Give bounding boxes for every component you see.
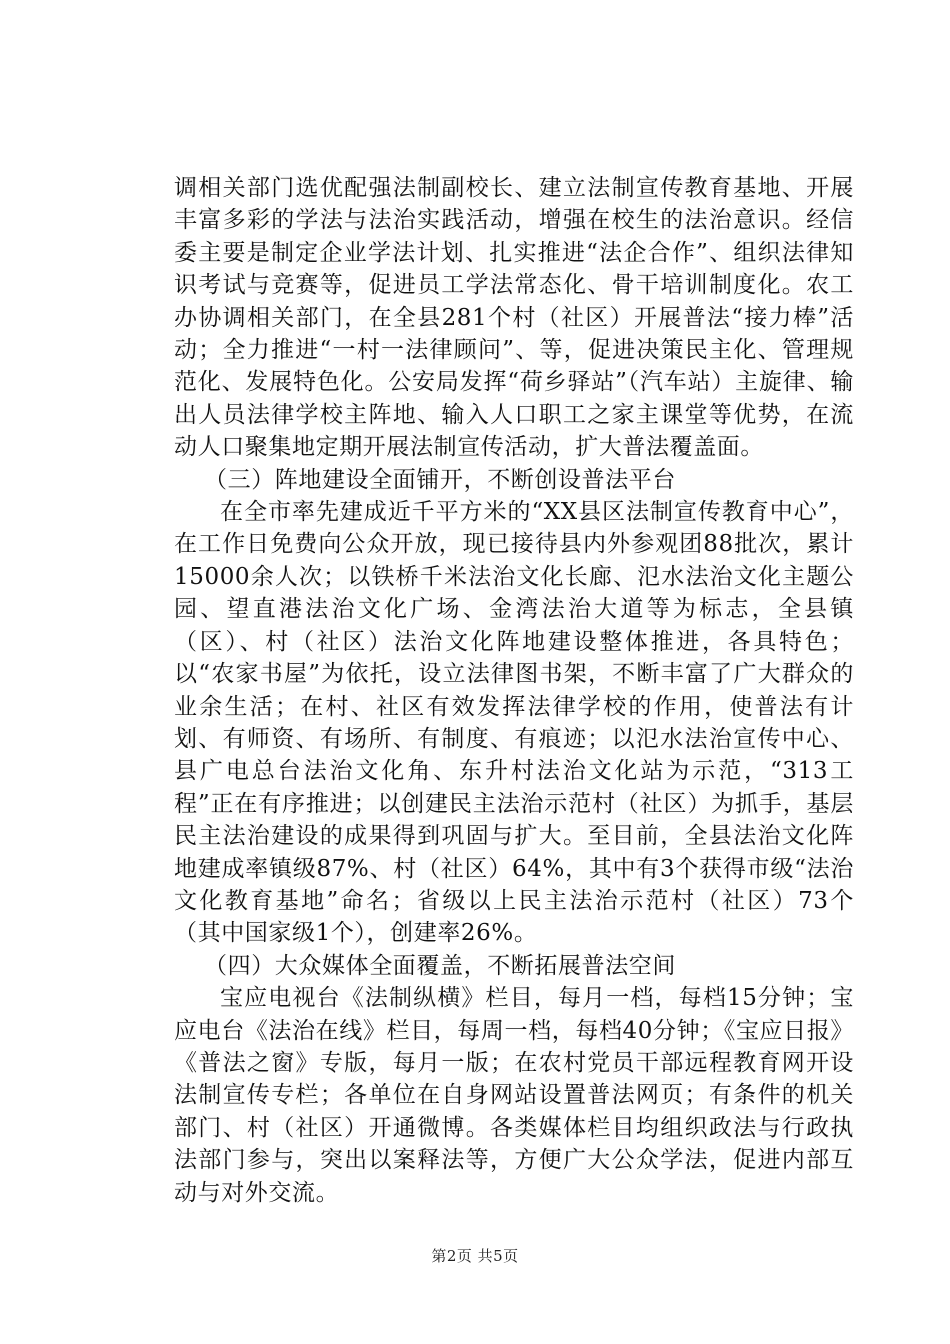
paragraph-section-3: 在全市率先建成近千平方米的“XX县区法制宣传教育中心”，在工作日免费向公众开放，现已接待县内外参观团88批次，累计15000余人次；以铁桥千米法治文化长廊、氾水法治文化主题公园、望直港法治文化广场、金湾法治大道等为标志，全县镇（区）、村（社区）法治文化阵地建设整体推进，各具特色；以“农家书屋”为依托，设立法律图书架，不断丰富了广大群众的业余生活；在村、社区有效发挥法律学校的作用，使普法有计划、有师资、有场所、有制度、有痕迹；以氾水法治宣传中心、县广电总台法治文化角、东升村法治文化站为示范，“313工程”正在有序推进；以创建民主法治示范村（社区）为抓手，基层民主法治建设的成果得到巩固与扩大。至目前，全县法治文化阵地建成率镇级87%、村（社区）64%，其中有3个获得市级“法治文化教育基地”命名；省级以上民主法治示范村（社区）73个（其中国家级1个），创建率26%。 xyxy=(174,499,854,947)
section-heading-3: （三）阵地建设全面铺开，不断创设普法平台 xyxy=(204,466,676,493)
section-heading-4: （四）大众媒体全面覆盖，不断拓展普法空间 xyxy=(204,952,676,979)
paragraph-continuation: 调相关部门选优配强法制副校长、建立法制宣传教育基地、开展丰富多彩的学法与法治实践活动，增强在校生的法治意识。经信委主要是制定企业学法计划、扎实推进“法企合作”、组织法律知识考试与竞赛等，促进员工学法常态化、骨干培训制度化。农工办协调相关部门，在全县281个村（社区）开展普法“接力棒”活动；全力推进“一村一法律顾问”、等，促进决策民主化、管理规范化、发展特色化。公安局发挥“荷乡驿站”（汽车站）主旋律、输出人员法律学校主阵地、输入人口职工之家主课堂等优势，在流动人口聚集地定期开展法制宣传活动，扩大普法覆盖面。 xyxy=(174,175,854,461)
paragraph-section-4: 宝应电视台《法制纵横》栏目，每月一档，每档15分钟；宝应电台《法治在线》栏目，每周一档，每档40分钟；《宝应日报》《普法之窗》专版，每月一版；在农村党员干部远程教育网开设法制宣传专栏；各单位在自身网站设置普法网页；有条件的机关部门、村（社区）开通微博。各类媒体栏目均组织政法与行政执法部门参与，突出以案释法等，方便广大公众学法，促进内部互动与对外交流。 xyxy=(174,985,854,1206)
document-body xyxy=(174,172,854,1209)
page-number-footer: 第2页 共5页 xyxy=(431,1247,519,1265)
